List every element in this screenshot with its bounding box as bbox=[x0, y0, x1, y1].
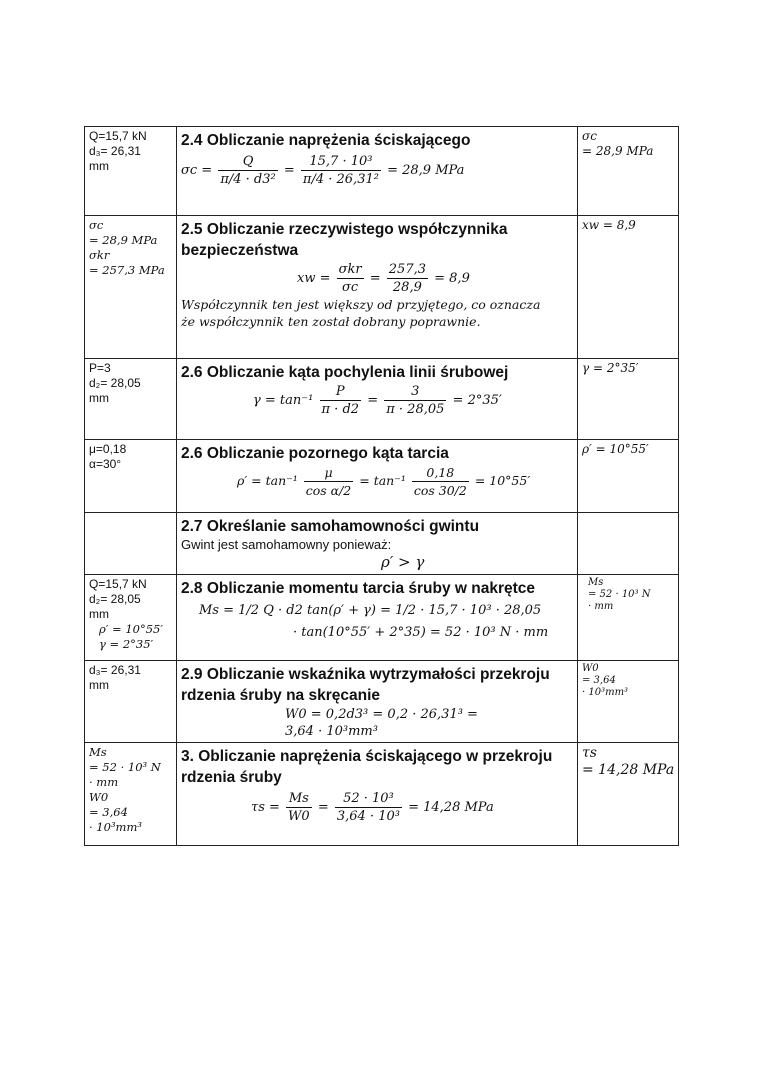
denominator: π · 28,05 bbox=[386, 402, 445, 417]
given-line: mm bbox=[89, 678, 109, 692]
numerator: 3 bbox=[384, 383, 446, 401]
given-line: σc bbox=[89, 218, 104, 232]
given-cell bbox=[85, 513, 177, 575]
result-cell bbox=[578, 216, 679, 359]
result-cell bbox=[578, 661, 679, 743]
table-row bbox=[85, 359, 679, 440]
result-line: xw = 8,9 bbox=[582, 218, 636, 232]
section-title: 2.5 Obliczanie rzeczywistego współczynnika bezpieczeństwa bbox=[181, 221, 508, 259]
table-row bbox=[85, 127, 679, 216]
given-line: mm bbox=[89, 159, 109, 173]
denominator: π/4 · d3² bbox=[220, 172, 276, 187]
fraction bbox=[304, 464, 354, 499]
given-line: P=3 bbox=[89, 361, 111, 375]
equation-line: · tan(10°55′ + 2°35) = 52 · 10³ N · mm bbox=[293, 625, 549, 640]
result-line: = 28,9 MPa bbox=[582, 144, 654, 158]
calc-cell bbox=[177, 661, 578, 743]
given-line: W0 bbox=[89, 790, 109, 804]
denominator: π/4 · 26,31² bbox=[302, 172, 379, 187]
equation-line: Ms = 1/2 Q · d2 tan(ρ′ + γ) = 1/2 · 15,7 · 10³ · 28,05 bbox=[199, 603, 542, 618]
section-title: 2.6 Obliczanie pozornego kąta tarcia bbox=[181, 445, 449, 462]
denominator: π · d2 bbox=[321, 402, 360, 417]
calc-cell bbox=[177, 127, 578, 216]
denominator: 3,64 · 10³ bbox=[336, 809, 400, 824]
denominator: W0 bbox=[288, 809, 310, 824]
section-title: 2.4 Obliczanie naprężenia ściskającego bbox=[181, 132, 471, 149]
equation bbox=[181, 790, 573, 825]
fraction bbox=[335, 790, 402, 825]
result-line: = 52 · 10³ N bbox=[588, 589, 651, 600]
eq-rhs: = 28,9 MPa bbox=[387, 163, 465, 178]
eq-rhs: = 8,9 bbox=[434, 271, 470, 286]
result-cell bbox=[578, 359, 679, 440]
table-row bbox=[85, 513, 679, 575]
eq-mid: = tan⁻¹ bbox=[359, 473, 406, 488]
fraction bbox=[218, 153, 277, 188]
numerator: P bbox=[320, 383, 362, 401]
given-cell bbox=[85, 743, 177, 846]
eq-lhs: xw = bbox=[297, 271, 331, 286]
numerator: μ bbox=[304, 464, 354, 482]
eq-rhs: = 10°55′ bbox=[474, 473, 531, 488]
result-line: = 14,28 MPa bbox=[582, 762, 675, 778]
calc-cell bbox=[177, 359, 578, 440]
fraction bbox=[384, 383, 446, 418]
given-line: γ = 2°35′ bbox=[99, 637, 154, 651]
given-cell bbox=[85, 127, 177, 216]
numerator: σkr bbox=[338, 262, 362, 277]
table-row bbox=[85, 575, 679, 661]
given-line: σkr bbox=[89, 248, 110, 262]
eq-rhs: = 2°35′ bbox=[452, 393, 502, 408]
result-line: ρ′ = 10°55′ bbox=[582, 442, 649, 456]
given-line: = 3,64 bbox=[89, 805, 128, 819]
equation-line: 3,64 · 10³mm³ bbox=[285, 724, 378, 739]
denominator: 28,9 bbox=[392, 280, 422, 295]
given-line: · 10³mm³ bbox=[89, 820, 142, 834]
numerator: 15,7 · 10³ bbox=[301, 153, 381, 171]
numerator: Q bbox=[218, 153, 277, 171]
eq-mid: = bbox=[367, 393, 379, 408]
calc-cell bbox=[177, 743, 578, 846]
eq-rhs: = 14,28 MPa bbox=[408, 800, 494, 815]
result-line: γ = 2°35′ bbox=[582, 361, 639, 375]
given-cell bbox=[85, 359, 177, 440]
given-line: mm bbox=[89, 391, 109, 405]
section-title: 2.6 Obliczanie kąta pochylenia linii śrubowej bbox=[181, 364, 509, 381]
section-title: 2.9 Obliczanie wskaźnika wytrzymałości przekroju rdzenia śruby na skręcanie bbox=[181, 666, 550, 704]
eq-lhs: σc = bbox=[181, 163, 213, 178]
equation bbox=[181, 383, 573, 418]
calc-cell bbox=[177, 575, 578, 661]
denominator: cos α/2 bbox=[305, 483, 352, 498]
numerator: 257,3 bbox=[388, 262, 426, 277]
fraction bbox=[320, 383, 362, 418]
equation bbox=[181, 261, 573, 296]
table-row bbox=[85, 743, 679, 846]
result-cell bbox=[578, 513, 679, 575]
given-cell bbox=[85, 575, 177, 661]
given-line: mm bbox=[89, 607, 109, 621]
eq-lhs: ρ′ = tan⁻¹ bbox=[237, 473, 298, 488]
given-line: = 28,9 MPa bbox=[89, 233, 158, 247]
eq-mid: = bbox=[317, 800, 329, 815]
result-cell bbox=[578, 575, 679, 661]
table-row bbox=[85, 216, 679, 359]
given-line: d₃= 26,31 bbox=[89, 663, 141, 677]
given-line: d₂= 28,05 bbox=[89, 592, 141, 606]
given-line: d₂= 28,05 bbox=[89, 376, 141, 390]
section-title: 2.7 Określanie samohamowności gwintu bbox=[181, 518, 480, 535]
fraction bbox=[337, 261, 364, 296]
calculation-table bbox=[84, 126, 679, 846]
table-row bbox=[85, 661, 679, 743]
section-title: 3. Obliczanie naprężenia ściskającego w przekroju rdzenia śruby bbox=[181, 748, 553, 786]
numerator: 52 · 10³ bbox=[335, 790, 402, 808]
given-cell bbox=[85, 440, 177, 513]
given-line: ρ′ = 10°55′ bbox=[99, 622, 163, 636]
given-line: · mm bbox=[89, 775, 119, 789]
result-line: W0 bbox=[582, 663, 599, 674]
given-line: d₃= 26,31 bbox=[89, 144, 141, 158]
equation-line: W0 = 0,2d3³ = 0,2 · 26,31³ = bbox=[285, 707, 478, 722]
result-cell bbox=[578, 127, 679, 216]
fraction bbox=[301, 153, 381, 188]
given-line: α=30° bbox=[89, 457, 122, 471]
given-cell bbox=[85, 216, 177, 359]
numerator: Ms bbox=[286, 790, 312, 808]
given-line: Q=15,7 kN bbox=[89, 577, 147, 591]
equation: ρ′ > γ bbox=[381, 553, 425, 571]
fraction bbox=[412, 464, 469, 499]
eq-mid: = bbox=[369, 271, 381, 286]
note-line: że współczynnik ten został dobrany poprawnie. bbox=[181, 314, 481, 329]
result-line: = 3,64 bbox=[582, 675, 616, 686]
given-line: = 52 · 10³ N bbox=[89, 760, 161, 774]
fraction bbox=[387, 261, 428, 296]
result-line: τs bbox=[582, 745, 597, 761]
given-line: Q=15,7 kN bbox=[89, 129, 147, 143]
fraction bbox=[286, 790, 312, 825]
note-line: Współczynnik ten jest większy od przyjętego, co oznacza bbox=[181, 297, 541, 312]
equation bbox=[181, 153, 573, 188]
result-line: · 10³mm³ bbox=[582, 687, 629, 698]
result-cell bbox=[578, 440, 679, 513]
given-cell bbox=[85, 661, 177, 743]
statement-text: Gwint jest samohamowny ponieważ: bbox=[181, 537, 392, 552]
calc-cell bbox=[177, 216, 578, 359]
given-line: = 257,3 MPa bbox=[89, 263, 165, 277]
denominator: cos 30/2 bbox=[413, 483, 467, 498]
table-row bbox=[85, 440, 679, 513]
given-line: Ms bbox=[89, 745, 107, 759]
eq-mid: = bbox=[283, 163, 295, 178]
result-line: Ms bbox=[588, 577, 604, 588]
given-line: μ=0,18 bbox=[89, 442, 127, 456]
calc-cell bbox=[177, 513, 578, 575]
denominator: σc bbox=[342, 280, 359, 295]
eq-lhs: τs = bbox=[251, 800, 280, 815]
numerator: 0,18 bbox=[412, 464, 469, 482]
result-line: σc bbox=[582, 129, 597, 143]
result-cell bbox=[578, 743, 679, 846]
section-title: 2.8 Obliczanie momentu tarcia śruby w nakrętce bbox=[181, 580, 536, 597]
equation bbox=[181, 464, 573, 499]
eq-lhs: γ = tan⁻¹ bbox=[253, 393, 314, 408]
result-line: · mm bbox=[588, 601, 614, 612]
calc-cell bbox=[177, 440, 578, 513]
